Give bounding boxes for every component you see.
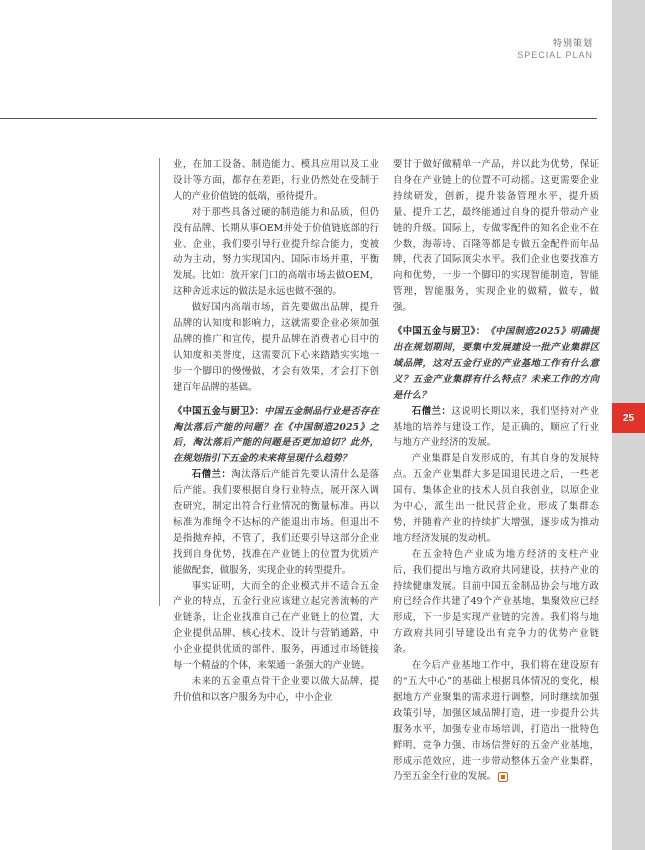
- paragraph: 对于那些具备过硬的制造能力和品质，但仍没有品牌、长期从事OEM并处于价值链底部的行业、企业，我们要引导行业提升综合能力，变被动为主动，努力实现国内、国际市场并重，平衡发展。比如：放开家门口的高端市场去做OEM，这种舍近求远的做法是永远也做不强的。: [173, 206, 379, 298]
- header-divider: [0, 118, 597, 119]
- paragraph: 业，在加工设备、制造能力、模具应用以及工业设计等方面，都存在差距，行业仍然处在受制于人的产业价值链的低端，亟待提升。: [173, 159, 379, 202]
- interview-answer: [393, 404, 599, 452]
- paragraph: 要甘于做好做精单一产品，并以此为优势，保证自身在产业链上的位置不可动摇。这更需要企业持续研发，创新，提升装备管理水平，提升质量、提升工艺，最终能通过自身的提升带动产业链的升级。国际上，专做零配件的知名企业不在少数，海蒂诗、百隆等都是专做五金配件而年品牌，代表了国际顶尖水平。我们企业也要找准方向和优势，一步一个脚印的实现智能制造，智能管理，智能服务，实现企业的做精，做专，做强。: [393, 159, 599, 314]
- question-text: 《中国制造2025》明确提出在规划期间，要集中发展建设一批产业集群区域品牌，这对五金行业的产业基地工作有什么意义？五金产业集群有什么特点？未来工作的方向是什么？: [393, 326, 600, 401]
- article-column-left: [173, 157, 379, 706]
- paragraph: 做好国内高端市场，首先要做出品牌，提升品牌的认知度和影响力，这就需要企业必须加强品牌的推广和宣传，提升品牌在消费者心目中的认知度和美誉度，这需要沉下心来踏踏实实地一步一个脚印的慢慢做，才会有效果，才会打下创建百年品牌的基础。: [173, 302, 379, 393]
- section-title-en: SPECIAL PLAN: [517, 50, 593, 60]
- interview-question: [393, 324, 599, 404]
- paragraph: 在五金特色产业成为地方经济的支柱产业后，我们提出与地方政府共同建设，扶持产业的持续健康发展。目前中国五金制品协会与地方政府已经合作共建了49个产业基地，集聚效应已经形成，下一步是实现产业链的完善。我们将与地方政府共同引导建设出有竞争力的优势产业链条。: [393, 548, 599, 656]
- article-end-icon: [498, 772, 508, 782]
- column-decor-line: [159, 158, 160, 606]
- section-title-cn: 特别策划: [552, 39, 593, 49]
- paragraph: 产业集群是自发形成的，有其自身的发展特点。五金产业集群大多是国退民进之后，一些老国有、集体企业的技术人员自我创业，以原企业为中心，派生出一批民营企业，形成了集群态势，并随着产业的持续扩大增强，逐步成为推动地方经济发展的发动机。: [393, 453, 599, 544]
- paragraph: [393, 658, 599, 785]
- magazine-name: 《中国五金与厨卫》：: [173, 405, 265, 417]
- paragraph-text: 在今后产业基地工作中，我们将在建设原有的“五大中心”的基础上根据具体情况的变化，根据地方产业聚集的需求进行调整，同时继续加强政策引导，加强区域品牌打造，进一步提升公共服务水平，加强专业市场培训，打造出一批特色鲜明、竞争力强、市场信誉好的五金产业基地，形成示范效应，进一步带动整体五金产业集群，乃至五金全行业的发展。: [393, 660, 599, 783]
- magazine-name: 《中国五金与厨卫》：: [393, 326, 486, 338]
- paragraph: 事实证明，大而全的企业模式并不适合五金产业的特点，五金行业应该建立起完善流畅的产业链条，让企业找准自己在产业链上的位置，大企业提供品牌、核心技术、设计与营销通路，中小企业提供优质的部件、服务，再通过市场链接每一个精益的个体，来架通一条强大的产业链。: [173, 580, 379, 672]
- question-text: 中国五金制品行业是否存在淘汰落后产能的问题？在《中国制造2025》之后，淘汰落后产能的问题是否更加迫切？此外，在规划指引下五金的未来将呈现什么趋势？: [173, 405, 379, 465]
- article-column-right: [393, 157, 599, 785]
- speaker-name: 石僧兰：: [191, 469, 232, 481]
- page-number-tab: 25: [612, 403, 645, 433]
- answer-text: 淘汰落后产能首先要认清什么是落后产能。我们要根据自身行业特点，展开深入调查研究，制定出符合行业情况的衡量标准。再以标准为准绳令不达标的产能退出市场。但退出不是指抛弃掉，不管了，我们还要引导这部分企业找到自身优势，找准在产业链上的位置为优质产能做配套，做服务，实现企业的转型提升。: [173, 469, 379, 576]
- answer-text: 这说明长期以来，我们坚持对产业基地的培养与建设工作，是正确的，顺应了行业与地方产业经济的发展。: [393, 405, 599, 449]
- interview-answer: [173, 467, 379, 578]
- interview-question: [173, 404, 379, 468]
- speaker-name: 石僧兰：: [411, 405, 452, 417]
- paragraph: 未来的五金重点骨干企业要以做大品牌，提升价值和以客户服务为中心，中小企业: [173, 676, 379, 703]
